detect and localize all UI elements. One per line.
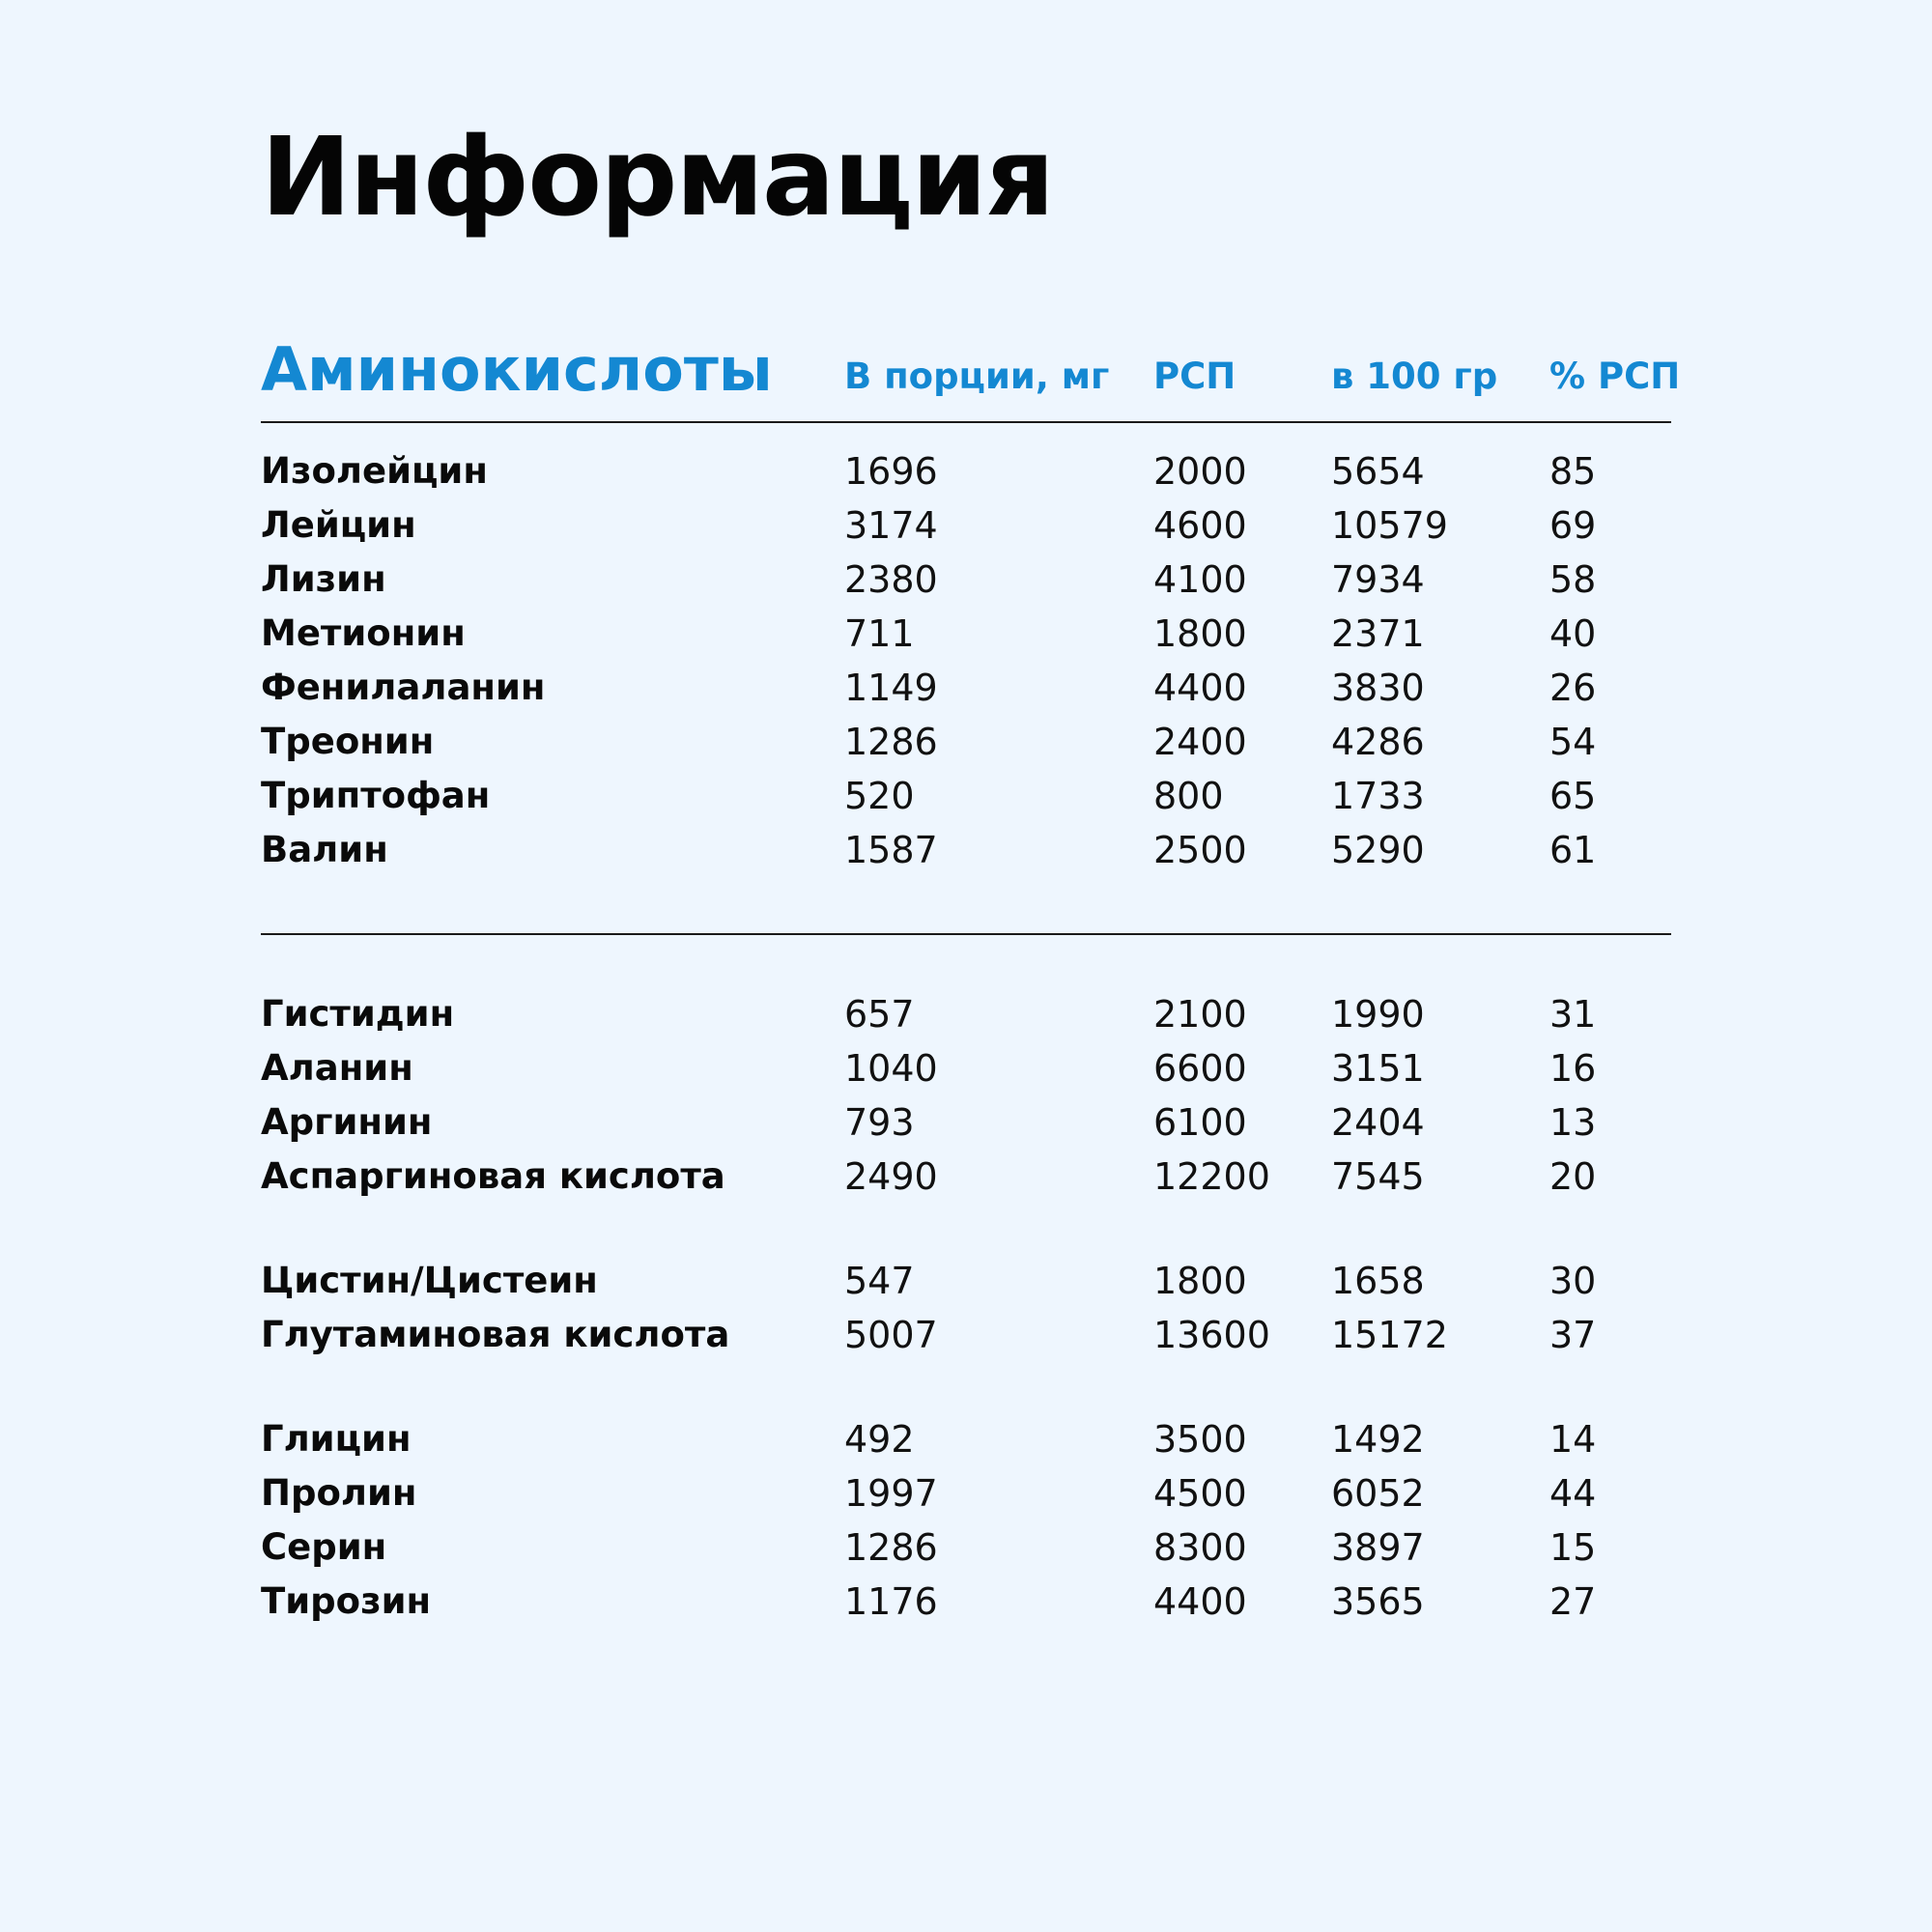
amino-acids-table [261,319,1681,1629]
per-100g-cell: 3897 [1331,1526,1425,1569]
rsp-percent-cell: 16 [1549,1047,1597,1090]
per-100g-cell: 4286 [1331,721,1425,763]
column-header-portion: В порции, мг [844,355,1110,397]
rsp-percent-cell: 31 [1549,993,1597,1036]
portion-mg-cell: 1286 [844,721,938,763]
per-100g-cell: 7934 [1331,558,1425,601]
table-row [261,715,1671,769]
rsp-percent-cell: 85 [1549,450,1597,493]
portion-mg-cell: 793 [844,1101,915,1144]
portion-mg-cell: 1587 [844,829,938,871]
portion-mg-cell: 1696 [844,450,938,493]
amino-acid-name: Аспаргиновая кислота [261,1155,725,1197]
amino-acid-name: Фенилаланин [261,667,546,708]
per-100g-cell: 7545 [1331,1155,1425,1198]
page-title: Информация [261,115,1053,241]
rsp-cell: 2400 [1153,721,1247,763]
table-row [261,1466,1671,1520]
rsp-cell: 4100 [1153,558,1247,601]
per-100g-cell: 15172 [1331,1314,1448,1356]
rsp-cell: 4400 [1153,667,1247,709]
rsp-cell: 800 [1153,775,1224,817]
rsp-percent-cell: 15 [1549,1526,1597,1569]
per-100g-cell: 3565 [1331,1580,1425,1623]
rsp-percent-cell: 26 [1549,667,1597,709]
column-header-per100: в 100 гр [1331,355,1498,397]
rsp-percent-cell: 61 [1549,829,1597,871]
rsp-cell: 3500 [1153,1418,1247,1461]
table-row [261,1412,1671,1466]
per-100g-cell: 5290 [1331,829,1425,871]
amino-acid-name: Аланин [261,1047,413,1089]
amino-acid-name: Аргинин [261,1101,433,1143]
portion-mg-cell: 2490 [844,1155,938,1198]
rsp-cell: 4600 [1153,504,1247,547]
amino-acid-name: Изолейцин [261,450,488,492]
amino-acid-name: Тирозин [261,1580,432,1622]
per-100g-cell: 10579 [1331,504,1448,547]
amino-acid-name: Серин [261,1526,387,1568]
rsp-percent-cell: 20 [1549,1155,1597,1198]
amino-acid-name: Глицин [261,1418,412,1460]
portion-mg-cell: 5007 [844,1314,938,1356]
portion-mg-cell: 1997 [844,1472,938,1515]
per-100g-cell: 1492 [1331,1418,1425,1461]
rsp-cell: 13600 [1153,1314,1270,1356]
portion-mg-cell: 2380 [844,558,938,601]
rsp-percent-cell: 65 [1549,775,1597,817]
rsp-cell: 6600 [1153,1047,1247,1090]
column-header-rsp: РСП [1153,355,1236,397]
rsp-cell: 2100 [1153,993,1247,1036]
per-100g-cell: 2371 [1331,612,1425,655]
amino-acid-name: Цистин/Цистеин [261,1260,598,1301]
table-row [261,553,1671,607]
rsp-percent-cell: 14 [1549,1418,1597,1461]
amino-acid-name: Пролин [261,1472,417,1514]
table-row [261,769,1671,823]
table-row [261,1095,1671,1150]
amino-acid-name: Треонин [261,721,435,762]
portion-mg-cell: 3174 [844,504,938,547]
amino-acid-name: Лизин [261,558,386,600]
table-row [261,607,1671,661]
rsp-cell: 1800 [1153,1260,1247,1302]
portion-mg-cell: 711 [844,612,915,655]
table-row [261,823,1671,877]
rsp-percent-cell: 44 [1549,1472,1597,1515]
rsp-percent-cell: 40 [1549,612,1597,655]
table-row [261,444,1671,498]
per-100g-cell: 1990 [1331,993,1425,1036]
portion-mg-cell: 1040 [844,1047,938,1090]
table-row [261,661,1671,715]
rsp-cell: 8300 [1153,1526,1247,1569]
rsp-cell: 12200 [1153,1155,1270,1198]
rsp-cell: 6100 [1153,1101,1247,1144]
essential-amino-acids-group [261,423,1671,877]
rsp-percent-cell: 30 [1549,1260,1597,1302]
rsp-cell: 4400 [1153,1580,1247,1623]
per-100g-cell: 3830 [1331,667,1425,709]
table-row [261,1254,1671,1308]
portion-mg-cell: 657 [844,993,915,1036]
per-100g-cell: 3151 [1331,1047,1425,1090]
section-title: Аминокислоты [261,334,773,405]
rsp-percent-cell: 54 [1549,721,1597,763]
rsp-percent-cell: 13 [1549,1101,1597,1144]
table-row [261,1575,1671,1629]
portion-mg-cell: 1176 [844,1580,938,1623]
table-header [261,319,1681,423]
portion-mg-cell: 520 [844,775,915,817]
amino-acid-name: Метионин [261,612,466,654]
rsp-percent-cell: 27 [1549,1580,1597,1623]
amino-acid-name: Лейцин [261,504,416,546]
rsp-cell: 4500 [1153,1472,1247,1515]
column-header-pct: % РСП [1549,355,1681,397]
amino-acid-name: Глутаминовая кислота [261,1314,730,1355]
table-row [261,1520,1671,1575]
rsp-percent-cell: 37 [1549,1314,1597,1356]
amino-acid-name: Гистидин [261,993,455,1035]
rsp-cell: 2000 [1153,450,1247,493]
per-100g-cell: 6052 [1331,1472,1425,1515]
table-row [261,1308,1671,1412]
portion-mg-cell: 1149 [844,667,938,709]
table-row [261,498,1671,553]
table-row [261,987,1671,1041]
table-row [261,1041,1671,1095]
per-100g-cell: 2404 [1331,1101,1425,1144]
other-amino-acids-group [261,933,1671,1629]
portion-mg-cell: 492 [844,1418,915,1461]
table-row [261,1150,1671,1254]
rsp-percent-cell: 69 [1549,504,1597,547]
rsp-percent-cell: 58 [1549,558,1597,601]
per-100g-cell: 5654 [1331,450,1425,493]
per-100g-cell: 1658 [1331,1260,1425,1302]
amino-acid-name: Триптофан [261,775,491,816]
rsp-cell: 1800 [1153,612,1247,655]
per-100g-cell: 1733 [1331,775,1425,817]
portion-mg-cell: 1286 [844,1526,938,1569]
portion-mg-cell: 547 [844,1260,915,1302]
rsp-cell: 2500 [1153,829,1247,871]
amino-acid-name: Валин [261,829,388,870]
